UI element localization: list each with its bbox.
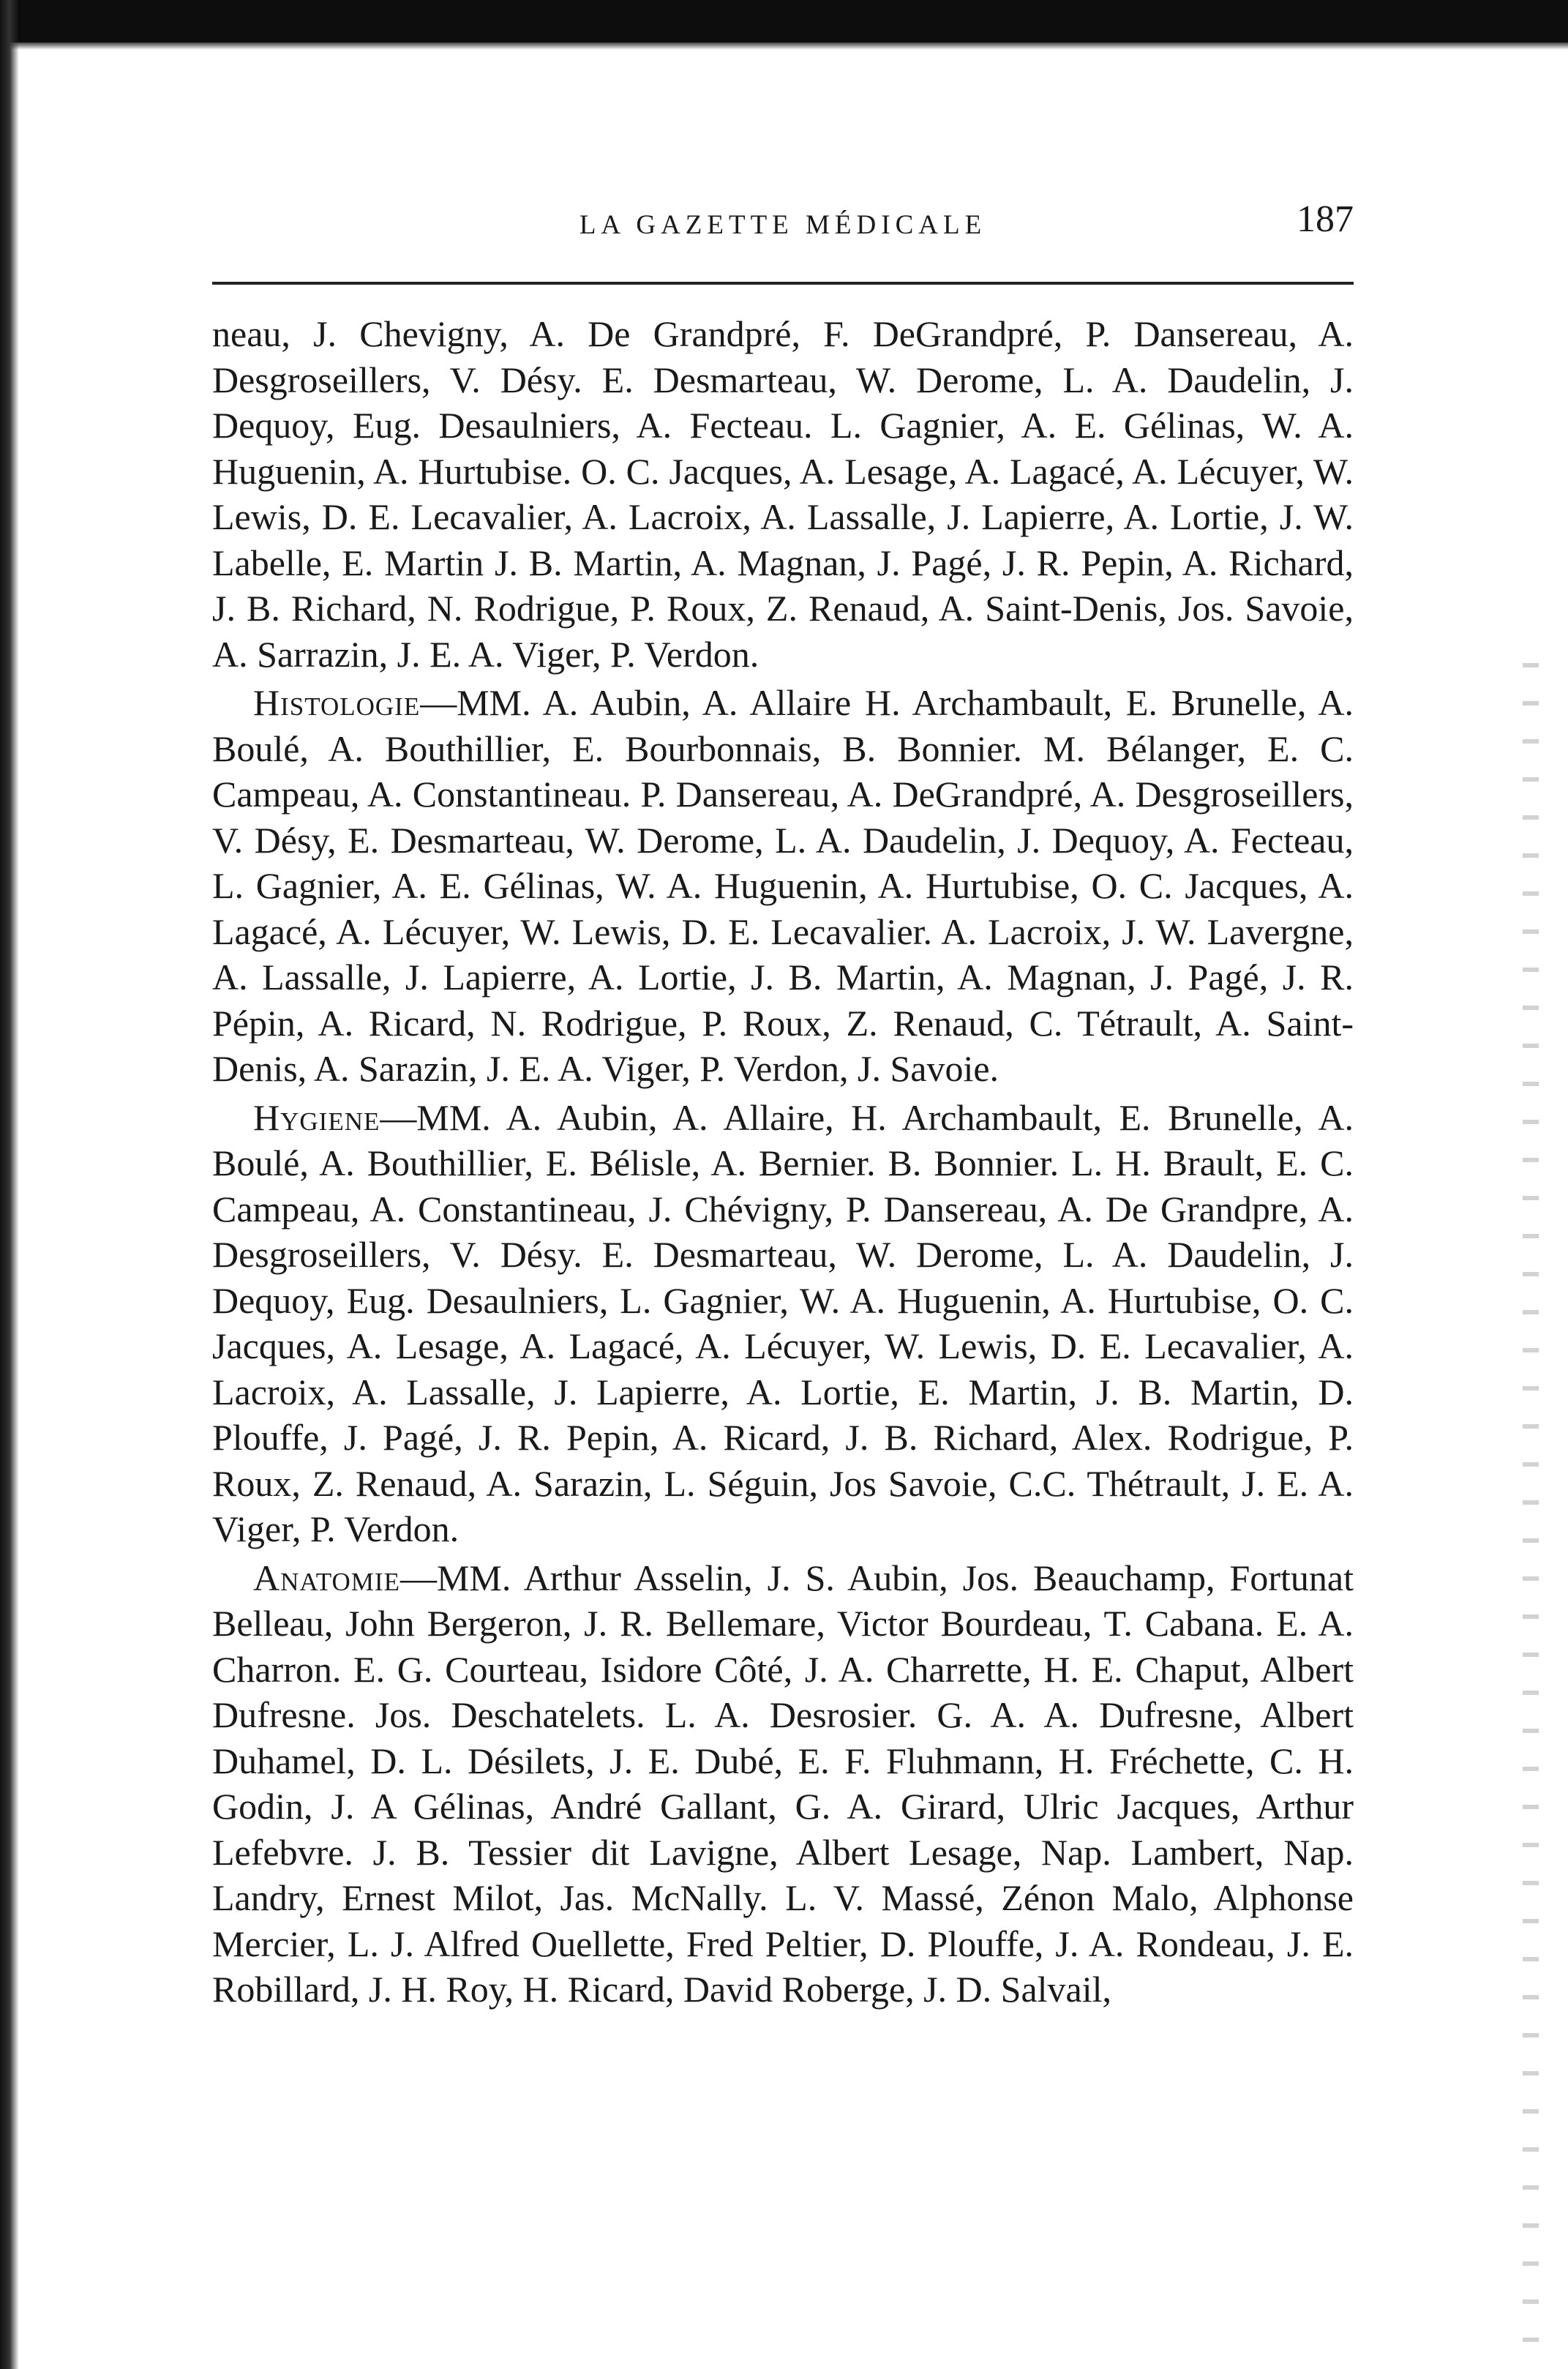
paragraph-histologie: [212, 680, 1354, 1092]
paragraph-anatomie: [212, 1555, 1354, 2013]
scan-top-edge: [0, 0, 1568, 42]
running-title: LA GAZETTE MÉDICALE: [579, 210, 987, 240]
paragraph-text: —MM. A. Aubin, A. Allaire, H. Archambault, E. Brunelle, A. Boulé, A. Bouthillier, E. Bélisle, A. Bernier. B. Bonnier. L. H. Brault, E. C. Campeau, A. Constantineau, J. Chévigny, P. Dansereau, A. De Grandpre, A. Desgroseillers, V. Désy. E. Desmarteau, W. Derome, L. A. Daudelin, J. Dequoy, Eug. Desaulniers, L. Gagnier, W. A. Huguenin, A. Hurtubise, O. C. Jacques, A. Lesage, A. Lagacé, A. Lécuyer, W. Lewis, D. E. Lecavalier, A. Lacroix, A. Lassalle, J. Lapierre, A. Lortie, E. Martin, J. B. Martin, D. Plouffe, J. Pagé, J. R. Pepin, A. Ricard, J. B. Richard, Alex. Rodrigue, P. Roux, Z. Renaud, A. Sarazin, L. Séguin, Jos Savoie, C.C. Thétrault, J. E. A. Viger, P. Verdon.: [212, 1096, 1354, 1549]
paragraph-hygiene: [212, 1095, 1354, 1552]
section-lead-hygiene: Hygiene: [253, 1096, 380, 1138]
section-lead-anatomie: Anatomie: [253, 1557, 400, 1598]
paragraph-text: neau, J. Chevigny, A. De Grandpré, F. DeGrandpré, P. Dansereau, A. Desgroseillers, V. Désy. E. Desmarteau, W. Derome, L. A. Daudelin, J. Dequoy, Eug. Desaulniers, A. Fecteau. L. Gagnier, A. E. Gélinas, W. A. Huguenin, A. Hurtubise. O. C. Jacques, A. Lesage, A. Lagacé, A. Lécuyer, W. Lewis, D. E. Lecavalier, A. Lacroix, A. Lassalle, J. Lapierre, A. Lortie, J. W. Labelle, E. Martin J. B. Martin, A. Magnan, J. Pagé, J. R. Pepin, A. Richard, J. B. Richard, N. Rodrigue, P. Roux, Z. Renaud, A. Saint-Denis, Jos. Savoie, A. Sarrazin, J. E. A. Viger, P. Verdon.: [212, 313, 1354, 675]
scan-left-edge: [0, 0, 19, 2369]
paragraph-continuation: [212, 311, 1354, 677]
header-rule: [212, 282, 1354, 285]
scan-right-edge-marks: [1523, 629, 1539, 2357]
page-number: 187: [1297, 198, 1354, 240]
paragraph-text: —MM. Arthur Asselin, J. S. Aubin, Jos. Beauchamp, Fortunat Belleau, John Bergeron, J. R. Bellemare, Victor Bourdeau, T. Cabana. E. A. Charron. E. G. Courteau, Isidore Côté, J. A. Charrette, H. E. Chaput, Albert Dufresne. Jos. Deschatelets. L. A. Desrosier. G. A. A. Dufresne, Albert Duhamel, D. L. Désilets, J. E. Dubé, E. F. Fluhmann, H. Fréchette, C. H. Godin, J. A Gélinas, André Gallant, G. A. Girard, Ulric Jacques, Arthur Lefebvre. J. B. Tessier dit Lavigne, Albert Lesage, Nap. Lambert, Nap. Landry, Ernest Milot, Jas. McNally. L. V. Massé, Zénon Malo, Alphonse Mercier, L. J. Alfred Ouellette, Fred Peltier, D. Plouffe, J. A. Rondeau, J. E. Robillard, J. H. Roy, H. Ricard, David Roberge, J. D. Salvail,: [212, 1557, 1354, 2010]
page-header: [212, 192, 1354, 243]
body-text: [212, 311, 1354, 2013]
paragraph-text: —MM. A. Aubin, A. Allaire H. Archambault, E. Brunelle, A. Boulé, A. Bouthillier, E. Bourbonnais, B. Bonnier. M. Bélanger, E. C. Campeau, A. Constantineau. P. Dansereau, A. DeGrandpré, A. Desgroseillers, V. Désy, E. Desmarteau, W. Derome, L. A. Daudelin, J. Dequoy, A. Fecteau, L. Gagnier, A. E. Gélinas, W. A. Huguenin, A. Hurtubise, O. C. Jacques, A. Lagacé, A. Lécuyer, W. Lewis, D. E. Lecavalier. A. Lacroix, J. W. Lavergne, A. Lassalle, J. Lapierre, A. Lortie, J. B. Martin, A. Magnan, J. Pagé, J. R. Pépin, A. Ricard, N. Rodrigue, P. Roux, Z. Renaud, C. Tétrault, A. Saint-Denis, A. Sarazin, J. E. A. Viger, P. Verdon, J. Savoie.: [212, 682, 1354, 1089]
section-lead-histologie: Histologie: [253, 682, 421, 723]
